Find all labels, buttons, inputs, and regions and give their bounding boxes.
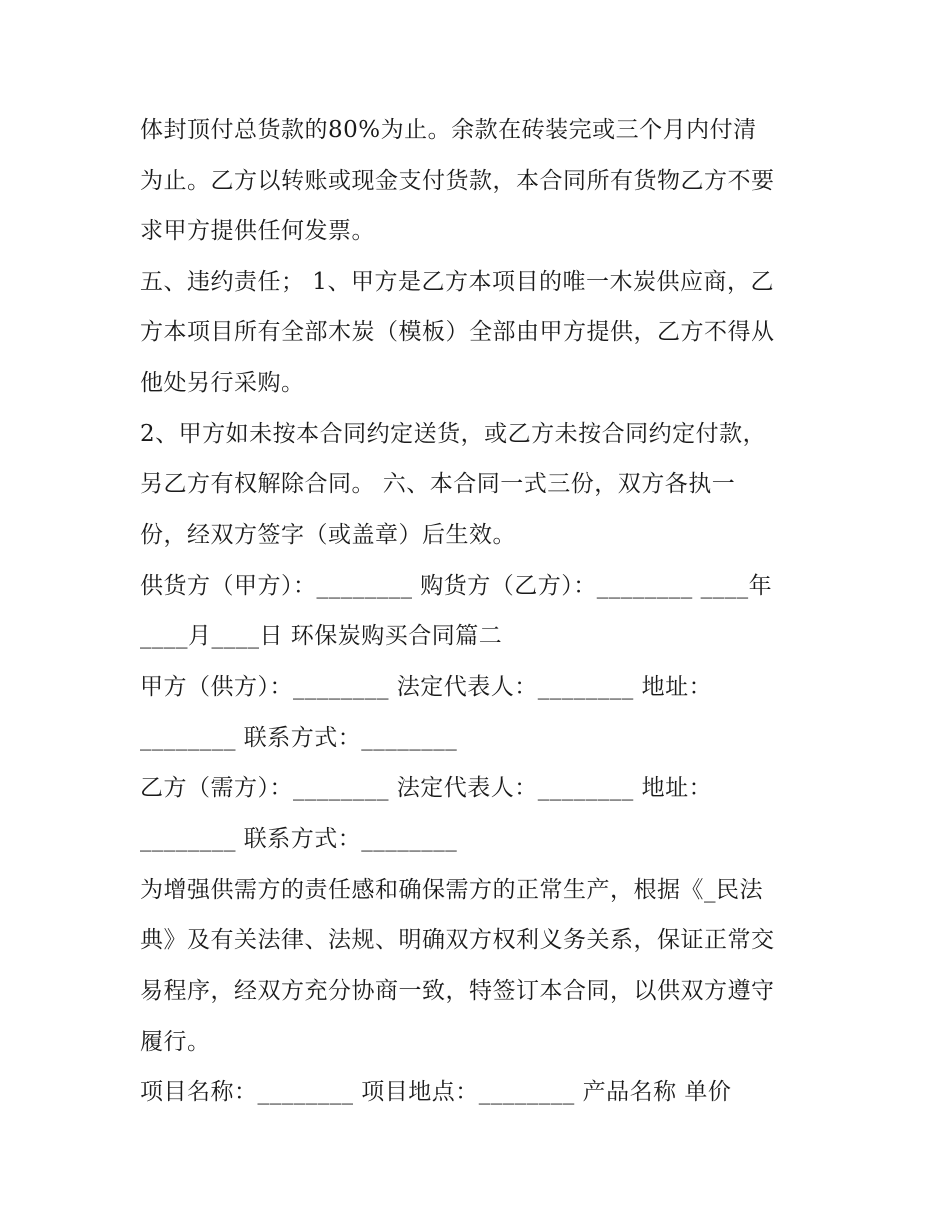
signature-line-parties: 供货方（甲方）：________ 购货方（乙方）：________ ____年 (140, 573, 773, 599)
party-b-contact: ________ 联系方式：________ (140, 826, 458, 852)
text-line: 五、违约责任； 1、甲方是乙方本项目的唯一木炭供应商，乙 (140, 269, 774, 295)
text-line: 他处另行采购。 (140, 370, 305, 396)
text-line: 2、甲方如未按本合同约定送货，或乙方未按合同约定付款， (140, 421, 767, 447)
text-line: 求甲方提供任何发票。 (140, 218, 375, 244)
text-line: 履行。 (140, 1029, 211, 1055)
text-line: 为止。乙方以转账或现金支付货款，本合同所有货物乙方不要 (140, 168, 775, 194)
text-line: 体封顶付总货款的80%为止。余款在砖装完或三个月内付清 (140, 117, 757, 143)
text-line: 方本项目所有全部木炭（模板）全部由甲方提供，乙方不得从 (140, 319, 775, 345)
text-line: 为增强供需方的责任感和确保需方的正常生产，根据《_民法 (140, 877, 763, 903)
date-and-section-title: ____月____日 环保炭购买合同篇二 (140, 623, 503, 649)
party-a-contact: ________ 联系方式：________ (140, 725, 458, 751)
party-b-info: 乙方（需方）：________ 法定代表人：________ 地址： (140, 775, 713, 801)
text-line: 典》及有关法律、法规、明确双方权利义务关系，保证正常交 (140, 927, 775, 953)
text-line: 份，经双方签字（或盖章）后生效。 (140, 522, 516, 548)
text-line: 易程序，经双方充分协商一致，特签订本合同，以供双方遵守 (140, 978, 775, 1004)
project-info-line: 项目名称：________ 项目地点：________ 产品名称 单价 (140, 1079, 732, 1105)
party-a-info: 甲方（供方）：________ 法定代表人：________ 地址： (140, 674, 713, 700)
text-line: 另乙方有权解除合同。 六、本合同一式三份，双方各执一 (140, 471, 736, 497)
